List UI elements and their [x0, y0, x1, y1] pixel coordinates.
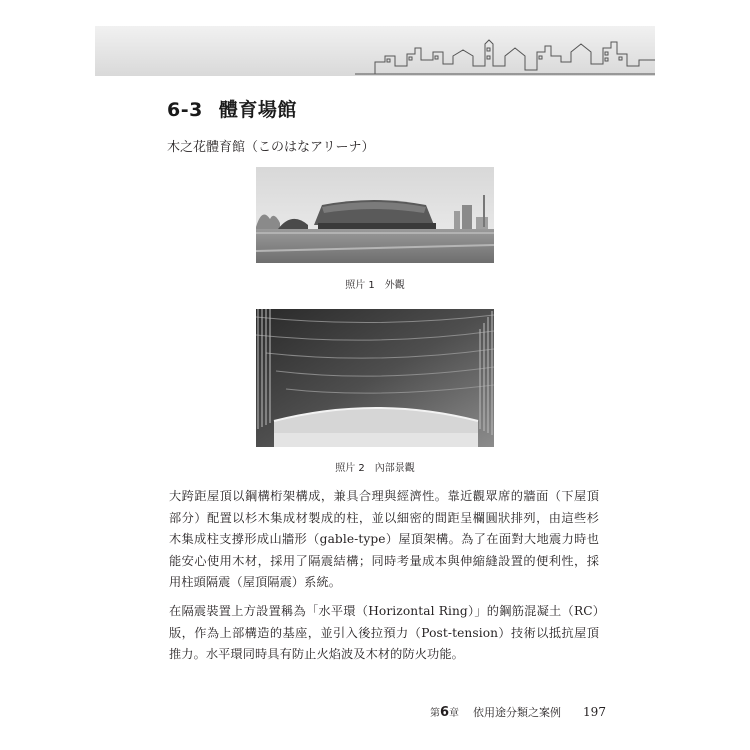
arena-interior-image: [256, 309, 494, 447]
section-heading: [167, 95, 297, 122]
city-skyline-icon: [355, 26, 655, 76]
section-number: 6-3: [167, 99, 203, 121]
arena-exterior-image: [256, 167, 494, 263]
page-footer: [430, 704, 606, 720]
section-title: 體育場館: [218, 99, 297, 121]
chapter-title: 依用途分類之案例: [473, 706, 562, 719]
chapter-label: 第6章: [430, 705, 460, 720]
photo-exterior: [256, 167, 494, 263]
photo-caption-2: 照片 2 內部景觀: [335, 463, 415, 474]
building-name-subtitle: 木之花體育館（このはなアリーナ）: [167, 140, 375, 155]
photo-caption-1: 照片 1 外觀: [345, 280, 405, 291]
chapter-number: 6: [440, 705, 450, 720]
photo-interior: [256, 309, 494, 447]
header-band: [95, 26, 655, 76]
body-paragraph: 大跨距屋頂以鋼構桁架構成，兼具合理與經濟性。靠近觀眾席的牆面（下屋頂部分）配置以杉木集成材製成的柱，並以細密的間距呈欄圓狀排列，由這些杉木集成柱支撐形成山牆形（gable-type）屋頂架構。為了在面對大地震力時也能安心使用木材，採用了隔震結構；同時考量成本與伸縮縫設置的便利性，採用柱頭隔震（屋頂隔震）系統。: [169, 489, 599, 589]
page-number: 197: [583, 705, 606, 719]
body-paragraph: 在隔震裝置上方設置稱為「水平環（Horizontal Ring）」的鋼筋混凝土（RC）版，作為上部構造的基座，並引入後拉預力（Post-tension）技術以抵抗屋頂推力。水平環同時具有防止火焰波及木材的防火功能。: [169, 604, 599, 661]
